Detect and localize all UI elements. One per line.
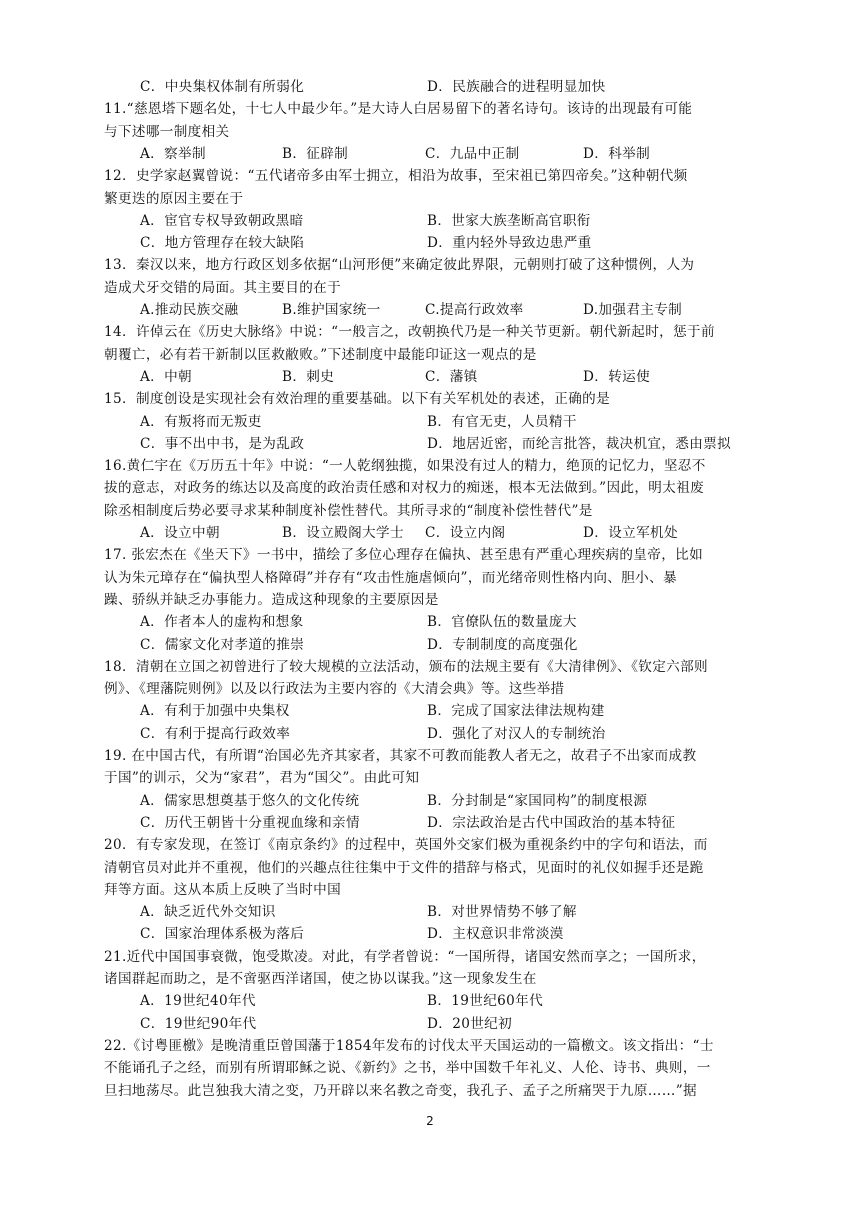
question-text-line: 除丞相制度后势必要寻求某种制度补偿性替代。其所寻求的“制度补偿性替代”是 [104,502,593,519]
answer-option: D．主权意识非常淡漠 [427,926,564,943]
answer-option: C．事不出中书，是为乱政 [140,435,305,452]
answer-option: C.提高行政效率 [425,302,524,318]
question-text-line: 12．史学家赵翼曾说：“五代诸帝多由军士拥立，相沿为故事，至宋祖已第四帝矣。”这种朝代频 [104,168,688,185]
question-text-line: 躁、骄纵并缺乏办事能力。造成这种现象的主要原因是 [104,591,439,608]
question-text-line: 16.黄仁宇在《万历五十年》中说：“一人乾纲独揽，如果没有过人的精力，绝顶的记忆力，坚忍不 [104,458,706,475]
answer-option: D．设立军机处 [583,525,678,541]
question-text-line: 与下述哪一制度相关 [104,123,230,140]
answer-option: B．征辟制 [282,145,349,162]
answer-option: D.加强君主专制 [583,302,683,318]
answer-option: A．缺乏近代外交知识 [140,904,276,921]
question-text-line: 拜等方面。这从本质上反映了当时中国 [104,881,342,898]
answer-option: B．世家大族垄断高官职衔 [427,212,591,229]
answer-option: A.推动民族交融 [140,302,239,318]
answer-option: C．地方管理存在较大缺陷 [140,235,305,252]
question-text-line: 繁更迭的原因主要在于 [104,190,244,207]
answer-option: D．地居近密，而纶言批答，裁决机宜，悉由票拟 [427,435,732,452]
question-text-line: 11.“慈恩塔下题名处，十七人中最少年。”是大诗人白居易留下的著名诗句。该诗的出现最有可能 [104,101,693,118]
answer-option: A．设立中朝 [140,525,220,541]
answer-option: D．宗法政治是古代中国政治的基本特征 [427,814,676,831]
answer-option: A．作者本人的虚构和想象 [140,614,304,631]
question-text-line: 旦扫地荡尽。此岂独我大清之变，乃开辟以来名教之奇变，我孔子、孟子之所痛哭于九原……”据 [104,1082,697,1099]
question-text-line: 朝覆亡，必有若干新制以匡救敝败。”下述制度中最能印证这一观点的是 [104,346,537,363]
question-text-line: 18．清朝在立国之初曾进行了较大规模的立法活动，颁布的法规主要有《大清律例》、《钦定六部则 [104,658,708,675]
answer-option: A．中朝 [140,368,192,385]
answer-option: A．察举制 [140,145,206,162]
answer-option: C．国家治理体系极为落后 [140,926,305,943]
answer-option: D．强化了对汉人的专制统治 [427,725,606,742]
answer-option: A．有利于加强中央集权 [140,703,290,720]
question-text-line: 21.近代中国国事衰微，饱受欺凌。对此，有学者曾说：“一国所得，诸国安然而享之；一国所求， [104,948,706,965]
answer-option: A．19世纪40年代 [140,993,256,1010]
question-text-line: 造成犬牙交错的局面。其主要目的在于 [104,279,342,296]
question-text-line: 19. 在中国古代，有所谓“治国必先齐其家者，其家不可教而能教人者无之，故君子不出家而成教 [104,748,697,764]
answer-option: B．分封制是“家国同构”的制度根源 [427,792,648,809]
answer-option: B．对世界情势不够了解 [427,904,577,921]
answer-option: C．19世纪90年代 [140,1015,257,1032]
answer-option: D．重内轻外导致边患严重 [427,235,592,252]
answer-option: A．有叛将而无叛吏 [140,413,262,430]
question-text-line: 17. 张宏杰在《坐天下》一书中，描绘了多位心理存在偏执、甚至患有严重心理疾病的皇帝，比如 [104,547,704,564]
page-number: 2 [426,1114,434,1128]
question-text-line: 20．有专家发现，在签订《南京条约》的过程中，英国外交家们极为重视条约中的字句和语法，而 [104,837,708,854]
question-text-line: 于国”的训示，父为“家君”，君为“国父”。由此可知 [104,770,420,787]
answer-option: B．完成了国家法律法规构建 [427,703,605,720]
answer-option: B．官僚队伍的数量庞大 [427,614,577,631]
question-text-line: 清朝官员对此并不重视，他们的兴趣点往往集中于文件的措辞与格式，见面时的礼仪如握手还是跪 [104,859,704,876]
answer-option: C．儒家文化对孝道的推崇 [140,636,305,653]
question-text-line: 13．秦汉以来，地方行政区划多依据“山河形便”来确定彼此界限，元朝则打破了这种惯例，人为 [104,257,695,274]
answer-option: D．民族融合的进程明显加快 [427,79,606,95]
answer-option: C．设立内阁 [425,525,506,541]
answer-option: C．历代王朝皆十分重视血缘和亲情 [140,814,360,831]
answer-option: A．儒家思想奠基于悠久的文化传统 [140,792,360,809]
answer-option: C．九品中正制 [425,145,520,162]
question-text-line: 14．许倬云在《历史大脉络》中说：“一般言之，改朝换代乃是一种关节更新。朝代新起时，惩于前 [104,324,715,341]
question-text-line: 例》、《理藩院则例》以及以行政法为主要内容的《大清会典》等。这些举措 [104,681,565,698]
answer-option: C．有利于提高行政效率 [140,725,291,742]
answer-option: C．藩镇 [425,368,478,385]
answer-option: B.维护国家统一 [282,302,381,318]
answer-option: D．转运使 [583,368,651,385]
answer-option: B．刺史 [282,368,335,385]
answer-option: D．科举制 [583,145,651,162]
answer-option: D．专制制度的高度强化 [427,636,578,653]
answer-option: D．20世纪初 [427,1015,513,1032]
answer-option: C．中央集权体制有所弱化 [140,79,305,95]
answer-option: B．设立殿阁大学士 [282,525,404,541]
answer-option: B．有官无吏，人员精干 [427,413,577,430]
question-text-line: 不能诵孔子之经，而别有所谓耶稣之说、《新约》之书，举中国数千年礼义、人伦、诗书、典则，一 [104,1060,711,1077]
question-text-line: 15．制度创设是实现社会有效治理的重要基础。以下有关军机处的表述，正确的是 [104,391,611,408]
question-text-line: 认为朱元璋存在“偏执型人格障碍”并存有“攻击性施虐倾向”，而光绪帝则性格内向、胆小、暴 [104,569,678,586]
question-text-line: 拔的意志，对政务的练达以及高度的政治责任感和对权力的痴迷，根本无法做到。”因此，明太祖废 [104,480,705,497]
question-text-line: 诸国群起而助之，是不啻驱西洋诸国，使之协以谋我。”这一现象发生在 [104,971,537,987]
answer-option: B．19世纪60年代 [427,993,544,1010]
answer-option: A．宦官专权导致朝政黑暗 [140,212,304,229]
question-text-line: 22.《讨粤匪檄》是晚清重臣曾国藩于1854年发布的讨伐太平天国运动的一篇檄文。该文指出：“士 [104,1037,714,1054]
